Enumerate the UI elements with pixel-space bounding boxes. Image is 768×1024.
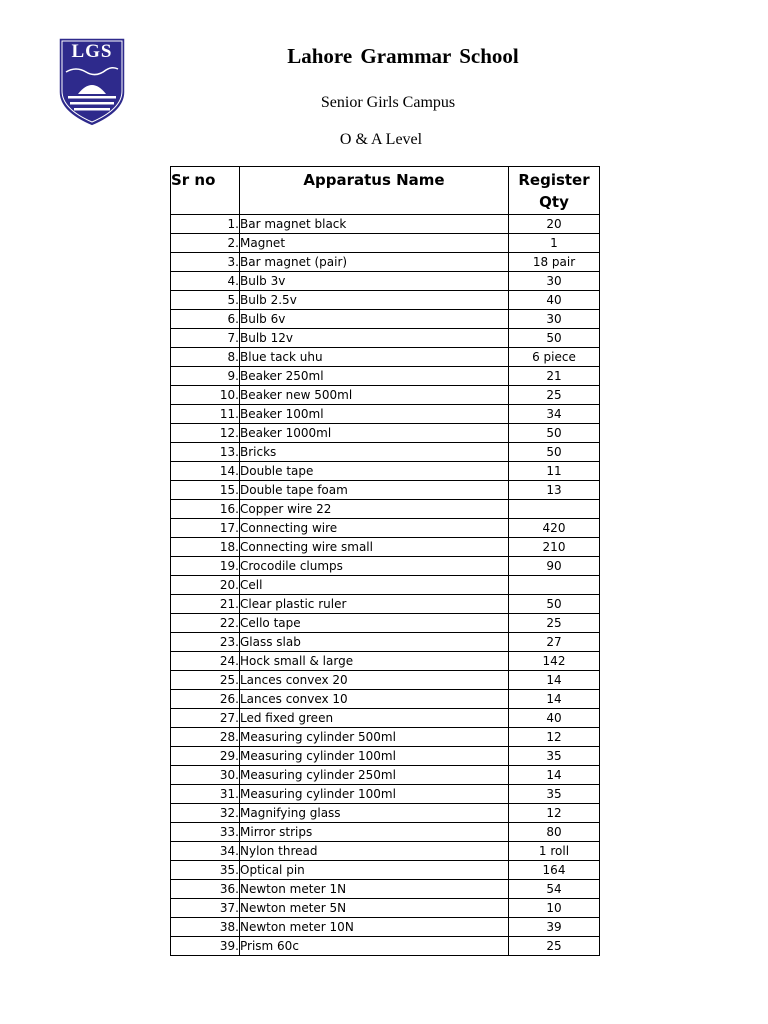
table-row [171,348,600,367]
table-row [171,557,600,576]
table-row [171,272,600,291]
row-apparatus-name: Beaker new 500ml [240,386,509,405]
table-row [171,519,600,538]
row-sr-no: 24. [171,652,240,671]
row-apparatus-name: Beaker 1000ml [240,424,509,443]
table-row [171,310,600,329]
row-sr-no: 30. [171,766,240,785]
table-body [171,215,600,956]
row-register-qty: 1 [509,234,600,253]
row-sr-no: 37. [171,899,240,918]
row-sr-no: 2. [171,234,240,253]
row-register-qty: 25 [509,614,600,633]
row-register-qty: 6 piece [509,348,600,367]
row-apparatus-name: Measuring cylinder 100ml [240,785,509,804]
row-sr-no: 31. [171,785,240,804]
row-register-qty: 14 [509,671,600,690]
table-row [171,481,600,500]
row-apparatus-name: Cell [240,576,509,595]
table-row [171,234,600,253]
row-apparatus-name: Beaker 250ml [240,367,509,386]
row-apparatus-name: Mirror strips [240,823,509,842]
table-row [171,804,600,823]
table-row [171,899,600,918]
row-sr-no: 32. [171,804,240,823]
row-register-qty: 40 [509,291,600,310]
school-name: Lahore Grammar School [287,44,519,68]
row-sr-no: 23. [171,633,240,652]
row-register-qty: 25 [509,937,600,956]
row-sr-no: 12. [171,424,240,443]
header-sr-no: Sr no [171,167,240,215]
row-sr-no: 17. [171,519,240,538]
table-row [171,253,600,272]
row-register-qty: 12 [509,804,600,823]
row-sr-no: 16. [171,500,240,519]
row-sr-no: 27. [171,709,240,728]
row-apparatus-name: Measuring cylinder 250ml [240,766,509,785]
row-register-qty: 142 [509,652,600,671]
table-row [171,538,600,557]
row-apparatus-name: Newton meter 10N [240,918,509,937]
row-sr-no: 39. [171,937,240,956]
row-apparatus-name: Optical pin [240,861,509,880]
row-apparatus-name: Crocodile clumps [240,557,509,576]
row-register-qty: 80 [509,823,600,842]
row-apparatus-name: Newton meter 5N [240,899,509,918]
row-sr-no: 28. [171,728,240,747]
table-row [171,842,600,861]
row-apparatus-name: Lances convex 10 [240,690,509,709]
row-register-qty: 14 [509,690,600,709]
row-apparatus-name: Lances convex 20 [240,671,509,690]
row-register-qty: 18 pair [509,253,600,272]
row-apparatus-name: Magnet [240,234,509,253]
table-row [171,500,600,519]
row-apparatus-name: Beaker 100ml [240,405,509,424]
row-apparatus-name: Nylon thread [240,842,509,861]
table-row [171,462,600,481]
row-sr-no: 14. [171,462,240,481]
table-header-row [171,167,600,215]
row-apparatus-name: Double tape foam [240,481,509,500]
row-apparatus-name: Bulb 2.5v [240,291,509,310]
row-register-qty: 50 [509,443,600,462]
table-row [171,766,600,785]
row-sr-no: 3. [171,253,240,272]
row-apparatus-name: Connecting wire small [240,538,509,557]
table-row [171,937,600,956]
row-register-qty: 10 [509,899,600,918]
table-row [171,880,600,899]
row-register-qty: 39 [509,918,600,937]
table-row [171,747,600,766]
row-apparatus-name: Bar magnet black [240,215,509,234]
row-register-qty: 1 roll [509,842,600,861]
logo-lettering: LGS [71,41,113,62]
row-sr-no: 4. [171,272,240,291]
row-apparatus-name: Led fixed green [240,709,509,728]
row-sr-no: 21. [171,595,240,614]
row-sr-no: 13. [171,443,240,462]
table-row [171,595,600,614]
table-row [171,652,600,671]
header-apparatus-name: Apparatus Name [240,167,509,215]
table-row [171,215,600,234]
row-apparatus-name: Cello tape [240,614,509,633]
row-register-qty: 20 [509,215,600,234]
table-row [171,443,600,462]
row-register-qty: 14 [509,766,600,785]
row-apparatus-name: Bulb 6v [240,310,509,329]
row-sr-no: 34. [171,842,240,861]
level-label: O & A Level [339,131,423,148]
row-sr-no: 36. [171,880,240,899]
table-row [171,367,600,386]
row-sr-no: 10. [171,386,240,405]
row-apparatus-name: Bulb 12v [240,329,509,348]
row-apparatus-name: Double tape [240,462,509,481]
row-apparatus-name: Newton meter 1N [240,880,509,899]
row-register-qty: 35 [509,785,600,804]
table-row [171,823,600,842]
table-row [171,728,600,747]
row-register-qty: 12 [509,728,600,747]
table-row [171,633,600,652]
campus-name: Senior Girls Campus [320,94,456,111]
row-apparatus-name: Glass slab [240,633,509,652]
table-row [171,291,600,310]
row-apparatus-name: Measuring cylinder 100ml [240,747,509,766]
table-row [171,386,600,405]
row-register-qty: 27 [509,633,600,652]
row-sr-no: 25. [171,671,240,690]
table-row [171,690,600,709]
row-register-qty [509,500,600,519]
row-apparatus-name: Hock small & large [240,652,509,671]
row-sr-no: 35. [171,861,240,880]
row-register-qty: 34 [509,405,600,424]
table-row [171,918,600,937]
row-sr-no: 7. [171,329,240,348]
row-apparatus-name: Copper wire 22 [240,500,509,519]
header-register-qty: Register Qty [509,167,600,215]
row-sr-no: 5. [171,291,240,310]
row-register-qty: 50 [509,424,600,443]
row-sr-no: 11. [171,405,240,424]
row-apparatus-name: Bulb 3v [240,272,509,291]
row-sr-no: 18. [171,538,240,557]
row-register-qty: 164 [509,861,600,880]
row-register-qty: 40 [509,709,600,728]
row-sr-no: 20. [171,576,240,595]
row-sr-no: 33. [171,823,240,842]
row-sr-no: 26. [171,690,240,709]
row-sr-no: 22. [171,614,240,633]
apparatus-table [170,166,600,956]
row-register-qty: 35 [509,747,600,766]
table-row [171,405,600,424]
table-row [171,671,600,690]
row-sr-no: 38. [171,918,240,937]
table-row [171,785,600,804]
row-register-qty: 54 [509,880,600,899]
table-row [171,576,600,595]
table-row [171,424,600,443]
row-register-qty: 90 [509,557,600,576]
row-sr-no: 15. [171,481,240,500]
row-apparatus-name: Prism 60c [240,937,509,956]
row-apparatus-name: Measuring cylinder 500ml [240,728,509,747]
row-register-qty: 25 [509,386,600,405]
row-register-qty [509,576,600,595]
row-register-qty: 30 [509,272,600,291]
row-register-qty: 13 [509,481,600,500]
row-apparatus-name: Blue tack uhu [240,348,509,367]
row-register-qty: 420 [509,519,600,538]
row-apparatus-name: Bar magnet (pair) [240,253,509,272]
row-apparatus-name: Clear plastic ruler [240,595,509,614]
row-register-qty: 50 [509,595,600,614]
row-sr-no: 8. [171,348,240,367]
row-apparatus-name: Magnifying glass [240,804,509,823]
table-row [171,861,600,880]
row-sr-no: 1. [171,215,240,234]
row-register-qty: 50 [509,329,600,348]
row-sr-no: 6. [171,310,240,329]
row-sr-no: 9. [171,367,240,386]
row-register-qty: 30 [509,310,600,329]
table-row [171,709,600,728]
row-register-qty: 21 [509,367,600,386]
row-apparatus-name: Connecting wire [240,519,509,538]
row-register-qty: 11 [509,462,600,481]
row-sr-no: 29. [171,747,240,766]
table-row [171,329,600,348]
table-row [171,614,600,633]
row-sr-no: 19. [171,557,240,576]
row-apparatus-name: Bricks [240,443,509,462]
row-register-qty: 210 [509,538,600,557]
